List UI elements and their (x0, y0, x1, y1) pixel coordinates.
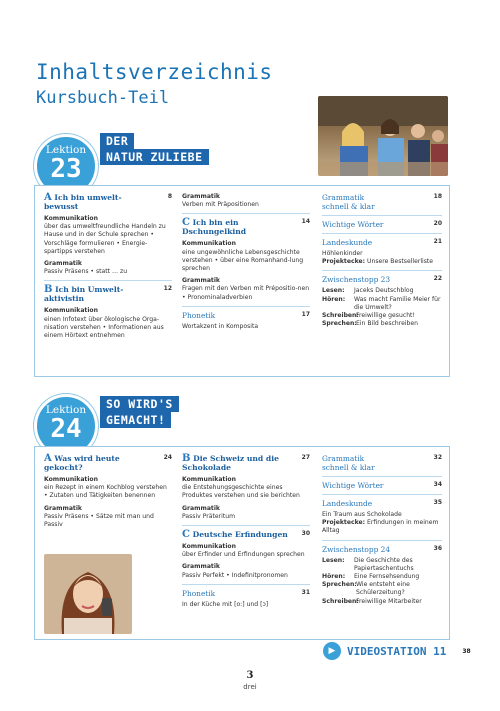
section-title: Ich bin Umwelt- (55, 285, 124, 295)
zwischenstopp-row (322, 581, 442, 597)
lesson-24-ribbon-2: GEMACHT! (100, 412, 171, 428)
page-number: 12 (163, 285, 172, 293)
phonetik-text: Wortakzent in Komposita (182, 322, 259, 330)
page-number-footer: 3 (246, 670, 254, 681)
grammatik-text: Passiv Präteritum (182, 512, 236, 520)
row-key: Hören: (322, 573, 346, 581)
kommunikation-text: ein Rezept in einem Kochblog verstehen • Zutaten und Tätigkeiten benennen (44, 484, 167, 500)
row-value: Jaceks Deutschblog (354, 287, 414, 295)
section-title-2: gekocht? (44, 463, 83, 472)
grammatik-label: Grammatik (182, 193, 220, 200)
page-number: 27 (301, 454, 310, 461)
page-number: 18 (433, 193, 442, 200)
kommunikation-label: Kommunikation (182, 476, 236, 483)
page-number: 32 (433, 454, 442, 461)
page-number: 22 (433, 275, 442, 283)
zwischenstopp-row (322, 296, 442, 312)
row-key: Schreiben: (322, 312, 359, 320)
page-number: 20 (433, 220, 442, 227)
grammatik-text: Verben mit Präpositionen (182, 201, 259, 209)
gsk-title: Grammatik (322, 454, 365, 463)
section-title: Was wird heute (54, 454, 120, 463)
grammatik-label: Grammatik (44, 260, 82, 268)
badge-number: 23 (50, 154, 82, 184)
page-number-word: drei (243, 683, 257, 691)
zs-title: Zwischenstopp 24 (322, 544, 391, 554)
kommunikation-text: über Erfinder und Erfindungen sprechen (182, 551, 305, 559)
kommunikation-text: einen Infotext über ökologische Orga-nisation verstehen • Informationen aus einem Hörtext entnehmen (44, 315, 164, 340)
grammatik-text: Passiv Perfekt • Indefinitpronomen (182, 571, 288, 579)
zwischenstopp-row (322, 320, 442, 328)
row-value: Freiwillige gesucht! (356, 312, 415, 320)
section-letter: B (182, 453, 191, 464)
section-title-2: aktivistin (44, 294, 85, 304)
page-number: 36 (433, 544, 442, 552)
gsk-title: Grammatik (322, 193, 365, 202)
grammatik-text: Passiv Präsens • Sätze mit man und Passiv (44, 512, 154, 529)
section-title: Ich bin ein (192, 218, 239, 228)
lesson-24-col-a (44, 454, 172, 529)
lesson-24-ribbon-1: SO WIRD'S (100, 396, 179, 412)
phonetik-title: Phonetik (182, 588, 216, 598)
section-title-2: Dschungelkind (182, 227, 247, 237)
zwischenstopp-row (322, 557, 442, 573)
row-key: Sprechen: (322, 581, 357, 589)
kommunikation-label: Kommunikation (182, 240, 236, 248)
zs-title: Zwischenstopp 23 (322, 275, 391, 285)
page-number: 24 (163, 454, 172, 461)
zwischenstopp-row (322, 598, 442, 606)
kommunikation-label: Kommunikation (44, 476, 98, 483)
lesson-23-col-right (322, 193, 442, 328)
lesson-23-col-mid (182, 193, 310, 331)
grammatik-text: Fragen mit den Verben mit Prépositio-nen • Pronominaladverbien (182, 285, 310, 301)
grammatik-label: Grammatik (182, 277, 220, 285)
phonetik-text: In der Küche mit [o:] und [ɔ] (182, 600, 269, 608)
lesson-24-col-mid (182, 454, 310, 609)
section-letter: A (44, 192, 52, 203)
page-number: 38 (462, 647, 471, 655)
section-title: Deutsche Erfindungen (192, 530, 288, 540)
section-letter: C (182, 217, 190, 229)
badge-label: Lektion (45, 144, 87, 156)
page-number: 8 (167, 193, 172, 200)
grammatik-label: Grammatik (182, 563, 220, 571)
section-title-2: bewusst (44, 202, 79, 211)
lesson-23-col-a (44, 193, 172, 340)
gsk-title-2: schnell & klar (322, 463, 375, 472)
lk-title: Landeskunde (322, 499, 373, 508)
row-key: Lesen: (322, 287, 345, 295)
kommunikation-label: Kommunikation (182, 543, 236, 551)
classroom-photo (318, 96, 448, 176)
page-number: 34 (433, 481, 442, 488)
page-title: Inhaltsverzeichnis (36, 60, 273, 84)
projektecke-label: Projektecke: (322, 519, 366, 527)
phonetik-title: Phonetik (182, 310, 216, 320)
row-key: Sprechen: (322, 320, 357, 328)
page-number: 31 (301, 588, 310, 596)
lk-text: Ein Traum aus Schokolade (322, 511, 402, 518)
kommunikation-label: Kommunikation (44, 215, 98, 222)
section-title-2: Schokolade (182, 463, 231, 472)
page-number: 35 (433, 499, 442, 506)
lesson-24-col-right (322, 454, 442, 606)
play-icon: ▶ (323, 642, 341, 660)
row-key: Hören: (322, 295, 346, 303)
grammatik-label: Grammatik (44, 504, 82, 512)
section-title: Ich bin umwelt- (54, 193, 122, 202)
grammatik-text: Passiv Präsens • statt … zu (44, 268, 128, 276)
section-letter: B (44, 284, 53, 296)
lesson-23-ribbon-2: NATUR ZULIEBE (100, 149, 209, 165)
row-value: Wie entsteht eine Schülerzeitung? (356, 581, 410, 597)
page-number: 17 (301, 310, 310, 318)
projektecke-label: Projektecke: (322, 258, 366, 266)
zwischenstopp-row (322, 287, 442, 295)
kommunikation-text: über das umweltfreundliche Handeln zu Hause und in der Schule sprechen • Vorschläge formulieren • Energie-spartipps verstehen (44, 223, 166, 255)
badge-number: 24 (50, 414, 82, 444)
videostation-label: VIDEOSTATION 11 (347, 644, 447, 658)
lk-title: Landeskunde (322, 238, 373, 247)
page-subtitle: Kursbuch-Teil (36, 88, 170, 108)
ww-title: Wichtige Wörter (322, 481, 384, 490)
girl-phone-photo (44, 554, 132, 634)
row-value: Eine Fernsehsendung (354, 573, 420, 581)
gsk-title-2: schnell & klar (322, 202, 375, 211)
section-letter: A (44, 453, 52, 464)
ww-title: Wichtige Wörter (322, 220, 384, 229)
videostation-link[interactable] (323, 642, 471, 660)
lesson-23-ribbon-1: DER (100, 133, 134, 149)
row-value: Die Geschichte des Papiertaschentuchs (354, 556, 414, 572)
zwischenstopp-row (322, 573, 442, 581)
row-value: Freiwillige Mitarbeiter (356, 597, 422, 605)
section-letter: C (182, 529, 190, 541)
projektecke-text: Erfindungen in meinem Alltag (322, 519, 439, 535)
zwischenstopp-row (322, 312, 442, 320)
section-title: Die Schweiz und die (193, 454, 279, 463)
kommunikation-label: Kommunikation (44, 307, 98, 315)
row-value: Ein Bild beschreiben (356, 320, 419, 328)
page-number: 14 (301, 218, 310, 226)
row-value: Was macht Familie Meier für die Umwelt? (354, 295, 441, 311)
badge-label: Lektion (45, 404, 87, 416)
page-number: 30 (301, 530, 310, 538)
row-key: Lesen: (322, 556, 345, 564)
kommunikation-text: eine ungewöhnliche Lebensgeschichte verstehen • über eine Romanhand-lung sprechen (182, 248, 304, 273)
row-key: Schreiben: (322, 597, 359, 605)
kommunikation-text: die Entstehungsgeschichte eines Produktes verstehen und sie berichten (182, 484, 300, 500)
lk-text: Höhlenkinder (322, 250, 363, 257)
page-number: 21 (433, 238, 442, 245)
grammatik-label: Grammatik (182, 504, 220, 512)
projektecke-text: Unsere Bestsellerliste (367, 258, 434, 266)
